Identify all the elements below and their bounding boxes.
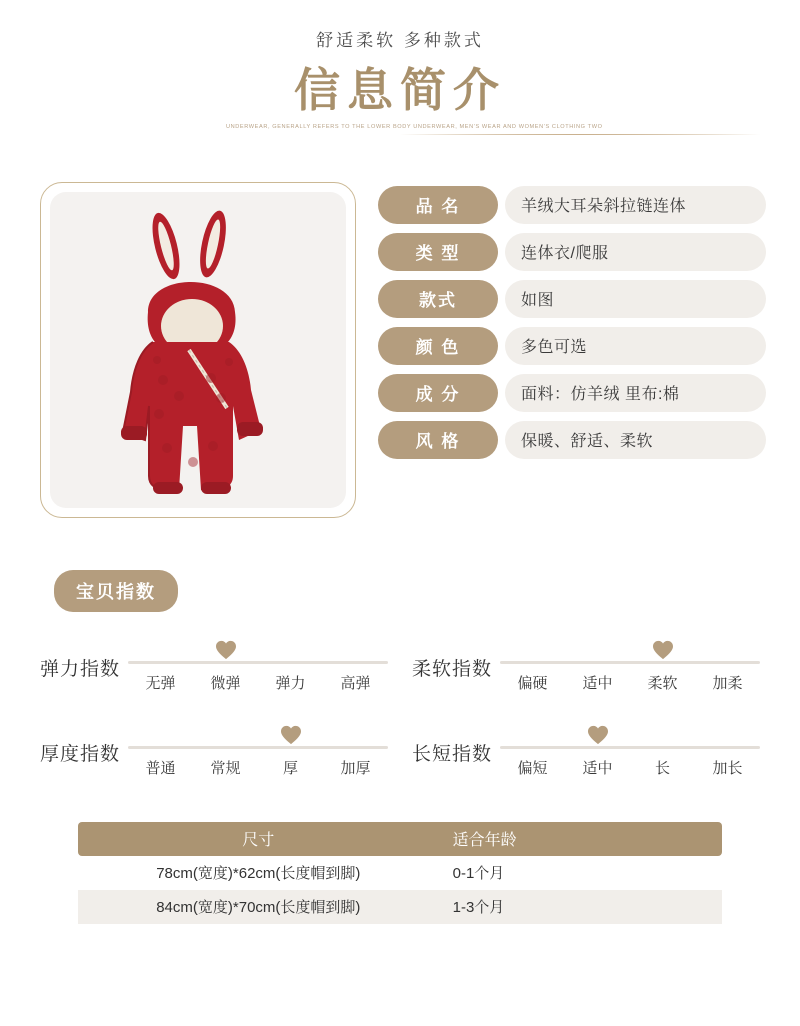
- meter-option: 偏短: [517, 759, 548, 777]
- spec-row: [378, 280, 766, 318]
- spec-value: 如图: [505, 280, 766, 318]
- meter-option: 加柔: [712, 674, 743, 692]
- product-photo: [50, 192, 346, 508]
- age-cell: 1-3个月: [452, 899, 505, 917]
- spec-label: 成 分: [378, 374, 498, 412]
- spec-value: 面料：仿羊绒 里布:棉: [505, 374, 766, 412]
- meter-line: [500, 661, 760, 664]
- index-item-softness: [412, 638, 760, 693]
- meter-track: [500, 638, 760, 668]
- index-item-thickness: [40, 723, 388, 778]
- size-table-header: [78, 822, 722, 856]
- spec-row: [378, 233, 766, 271]
- size-table-section: [0, 822, 800, 924]
- meter-option: 偏硬: [517, 674, 548, 692]
- meter-option: 微弹: [210, 674, 241, 692]
- heart-marker: [215, 640, 237, 660]
- meter-labels: [500, 672, 760, 693]
- meter-line: [500, 746, 760, 749]
- spec-row: [378, 327, 766, 365]
- meter-option: 高弹: [340, 674, 371, 692]
- header-divider: [220, 123, 603, 142]
- heart-marker: [587, 725, 609, 745]
- index-label: 柔软指数: [412, 658, 493, 680]
- meter-option: 常规: [210, 759, 241, 777]
- meter-option: 柔软: [647, 674, 678, 692]
- header-english-caption: UNDERWEAR, GENERALLY REFERS TO THE LOWER BODY UNDERWEAR, MEN'S WEAR AND WOMEN'S CLOTHING TWO: [220, 123, 609, 129]
- product-photo-frame: [40, 182, 356, 518]
- meter-option: 适中: [582, 674, 613, 692]
- meter-option: 弹力: [275, 674, 306, 692]
- meter-option: 厚: [283, 759, 299, 777]
- baby-index-grid: [40, 638, 760, 778]
- index-label: 长短指数: [412, 743, 493, 765]
- meter-track: [500, 723, 760, 753]
- spec-label: 风 格: [378, 421, 498, 459]
- size-column-header: 尺寸: [242, 832, 275, 850]
- spec-row: [378, 421, 766, 459]
- index-item-length: [412, 723, 760, 778]
- index-item-elasticity: [40, 638, 388, 693]
- index-label: 厚度指数: [40, 743, 121, 765]
- meter-option: 无弹: [145, 674, 176, 692]
- table-row: [78, 856, 722, 890]
- meter-labels: [500, 757, 760, 778]
- page-title: 信息简介: [294, 64, 506, 116]
- spec-value: 连体衣/爬服: [505, 233, 766, 271]
- baby-index-tag: 宝贝指数: [54, 570, 178, 612]
- baby-index-section: [0, 570, 800, 778]
- index-meter: [128, 723, 388, 778]
- meter-option: 加厚: [340, 759, 371, 777]
- table-row: [78, 890, 722, 924]
- spec-table: [378, 182, 766, 459]
- meter-labels: [128, 672, 388, 693]
- spec-label: 类 型: [378, 233, 498, 271]
- spec-row: [378, 186, 766, 224]
- meter-track: [128, 638, 388, 668]
- meter-option: 适中: [582, 759, 613, 777]
- meter-track: [128, 723, 388, 753]
- meter-option: 普通: [145, 759, 176, 777]
- spec-value: 保暖、舒适、柔软: [505, 421, 766, 459]
- spec-value: 羊绒大耳朵斜拉链连体: [505, 186, 766, 224]
- spec-value: 多色可选: [505, 327, 766, 365]
- romper-illustration: [93, 200, 303, 500]
- heart-marker: [280, 725, 302, 745]
- spec-row: [378, 374, 766, 412]
- meter-labels: [128, 757, 388, 778]
- product-info-section: [0, 142, 800, 518]
- age-cell: 0-1个月: [452, 865, 505, 883]
- spec-label: 品 名: [378, 186, 498, 224]
- meter-option: 长: [655, 759, 671, 777]
- index-meter: [128, 638, 388, 693]
- index-label: 弹力指数: [40, 658, 121, 680]
- meter-option: 加长: [712, 759, 743, 777]
- size-cell: 84cm(宽度)*70cm(长度帽到脚): [156, 899, 361, 917]
- meter-line: [128, 746, 388, 749]
- page-header: [0, 0, 800, 142]
- spec-label: 颜 色: [378, 327, 498, 365]
- size-cell: 78cm(宽度)*62cm(长度帽到脚): [156, 865, 361, 883]
- heart-marker: [652, 640, 674, 660]
- index-meter: [500, 723, 760, 778]
- meter-line: [128, 661, 388, 664]
- index-meter: [500, 638, 760, 693]
- spec-label: 款式: [378, 280, 498, 318]
- header-subtitle: 舒适柔软 多种款式: [316, 31, 484, 50]
- age-column-header: 适合年龄: [452, 832, 517, 850]
